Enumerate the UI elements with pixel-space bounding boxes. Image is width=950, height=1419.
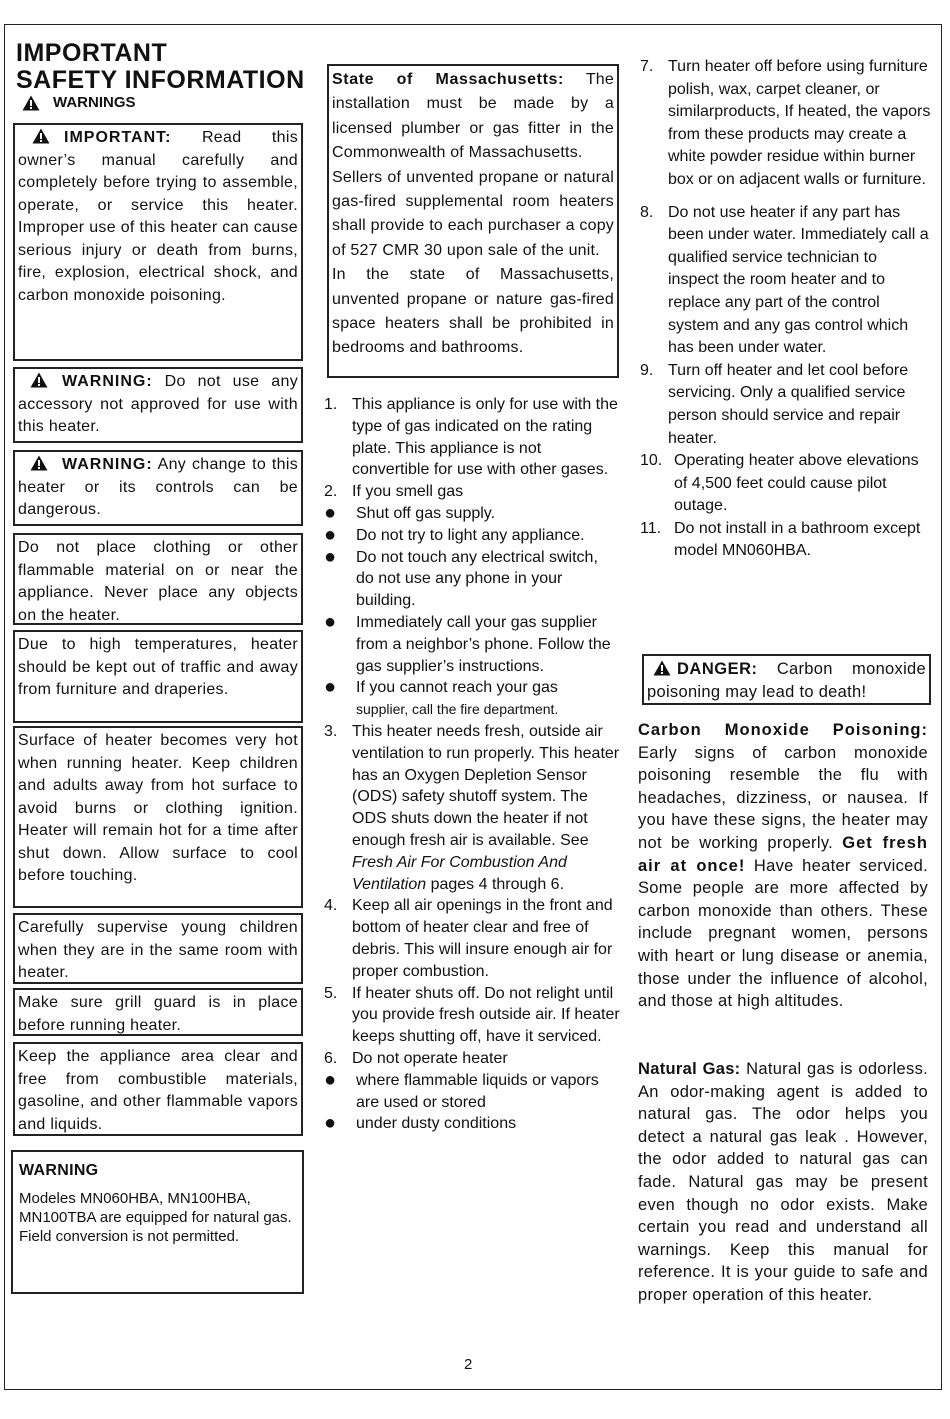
important-box [13, 123, 303, 361]
massachusetts-label: State of Massachusetts: [332, 71, 564, 88]
conversion-warning-text: Modeles MN060HBA, MN100HBA, MN100TBA are equipped for natural gas. Field conversion is not permitted. [19, 1189, 292, 1245]
danger-label: DANGER: [677, 660, 758, 678]
clear-area-box: Keep the appliance area clear and free from combustible materials, gasoline, and other flammable vapors and liquids. [13, 1042, 303, 1136]
list-item: 2. If you smell gas [324, 483, 464, 501]
conversion-warning-title: WARNING [19, 1162, 99, 1179]
list-bullet: ● Shut off gas supply. [324, 501, 496, 524]
supervise-children-box: Carefully supervise young children when they are in the same room with heater. [13, 913, 303, 984]
temperature-box: Due to high temperatures, heater should be kept out of traffic and away from furniture and draperies. [13, 630, 303, 723]
warning-triangle-icon [30, 455, 48, 471]
warning-accessory-text: Do not use any accessory not approved for use with this heater. [18, 373, 298, 435]
warning-change-box [13, 450, 303, 526]
clothing-box: Do not place clothing or other flammable material on or near the appliance. Never place any objects on the heater. [13, 533, 303, 625]
list-bullet: ● where flammable liquids or vapors are used or stored [324, 1068, 599, 1111]
danger-text: Carbon monoxide poisoning may lead to death! [647, 660, 926, 701]
title-line-2: SAFETY INFORMATION [16, 66, 305, 94]
list-bullet: ● Immediately call your gas supplier from a neighbor’s phone. Follow the gas supplier’s instructions. [324, 610, 611, 675]
list-item: 8. Do not use heater if any part has been under water. Immediately call a qualified service technician to inspect the room heater and to replace any part of the control system and any gas control which has been under water. [640, 203, 929, 357]
grill-guard-box: Make sure grill guard is in place before running heater. [13, 988, 303, 1036]
page-number: 2 [464, 1356, 473, 1373]
warning-triangle-icon [32, 128, 50, 144]
warnings-heading [20, 94, 136, 111]
warning-change-text: Any change to this heater or its controls can be dangerous. [18, 456, 298, 518]
carbon-monoxide-paragraph: Carbon Monoxide Poisoning: Early signs of carbon monoxide poisoning resemble the flu with headaches, dizziness, or nausea. If you have these signs, the heater may not be working properly. Get fresh air at once! Have heater serviced. Some people are more affected by carbon monoxide than others. These include pregnant women, persons with heart or lung disease or anemia, those under the influence of alcohol, and those at high altitudes. [638, 721, 928, 1011]
warning-accessory-box [13, 367, 303, 443]
list-item: 6. Do not operate heater [324, 1049, 508, 1067]
list-item: 5. If heater shuts off. Do not relight until you provide fresh outside air. If heater keeps shutting off, have it serviced. [324, 984, 620, 1046]
list-bullet: ● If you cannot reach your gas supplier, call the fire department. [324, 676, 559, 718]
hot-surface-box: Surface of heater becomes very hot when running heater. Keep children and adults away from hot surface to avoid burns or clothing ignition. Heater will remain hot for a time after shut down. Allow surface to cool before touching. [13, 726, 303, 908]
list-bullet: ● Do not touch any electrical switch, do not use any phone in your building. [324, 545, 598, 610]
natural-gas-paragraph: Natural Gas: Natural gas is odorless. An odor-making agent is added to natural gas. The odor helps you detect a natural gas leak . However, the odor added to natural gas can fade. Natural gas may be present even though no odor exists. Make certain you read and understand all warnings. Keep this manual for reference. It is your guide to safe and proper operation of this heater. [638, 1060, 929, 1304]
massachusetts-text-3: In the state of Massachusetts, unvented propane or nature gas-fired space heaters shall be prohibited in bedrooms and bathrooms. [332, 266, 614, 357]
natural-gas-label: Natural Gas: [638, 1060, 741, 1078]
warning-change-label: WARNING: [62, 456, 153, 473]
list-bullet: ● Do not try to light any appliance. [324, 523, 585, 546]
list-item: 10. Operating heater above elevations of 4,500 feet could cause pilot outage. [640, 452, 919, 515]
warning-triangle-icon [30, 372, 48, 388]
safety-list-middle [324, 394, 620, 1135]
list-item: 9. Turn off heater and let cool before servicing. Only a qualified service person should service and repair heater. [640, 361, 909, 447]
safety-list-right [640, 56, 932, 563]
massachusetts-text-1: The installation must be made by a licensed plumber or gas fitter in the Commonwealth of Massachusetts. [332, 71, 614, 162]
title-line-1: IMPORTANT [16, 39, 168, 67]
conversion-warning-box [11, 1150, 304, 1294]
warning-accessory-label: WARNING: [62, 373, 153, 390]
list-item: 7. Turn heater off before using furniture polish, wax, carpet cleaner, or similarproducts, If heated, the vapors from these products may create a white powder residue within burner box or on adjacent walls or furniture. [640, 58, 931, 188]
warnings-label: WARNINGS [53, 94, 136, 111]
danger-box [642, 654, 931, 705]
important-text: Read this owner’s manual carefully and completely before trying to assemble, operate, or service this heater. Improper use of this heater can cause serious injury or death from burns, fire, explosion, electrical shock, and carbon monoxide poisoning. [18, 129, 298, 304]
list-item: 11. Do not install in a bathroom except model MN060HBA. [640, 519, 921, 560]
list-item: 3. This heater needs fresh, outside air ventilation to run properly. This heater has an Oxygen Depletion Sensor (ODS) safety shutoff system. The ODS shuts down the heater if not enough fresh air is available. See Fresh Air For Combustion And Ventilation pages 4 through 6. [324, 722, 620, 893]
page-title [16, 40, 305, 94]
co-label: Carbon Monoxide Poisoning: [638, 721, 928, 739]
warning-triangle-icon [653, 660, 671, 676]
important-label: IMPORTANT: [64, 129, 172, 146]
warning-triangle-icon [22, 95, 40, 111]
massachusetts-box [327, 64, 619, 378]
list-bullet: ● under dusty conditions [324, 1112, 517, 1135]
list-item: 1. This appliance is only for use with the type of gas indicated on the rating plate. This appliance is not convertible for use with other gases. [324, 396, 618, 479]
list-item: 4. Keep all air openings in the front and bottom of heater clear and free of debris. This will insure enough air for proper combustion. [324, 897, 613, 980]
massachusetts-text-2: Sellers of unvented propane or natural gas-fired supplemental room heaters shall provide to each purchaser a copy of 527 CMR 30 upon sale of the unit. [332, 168, 614, 259]
